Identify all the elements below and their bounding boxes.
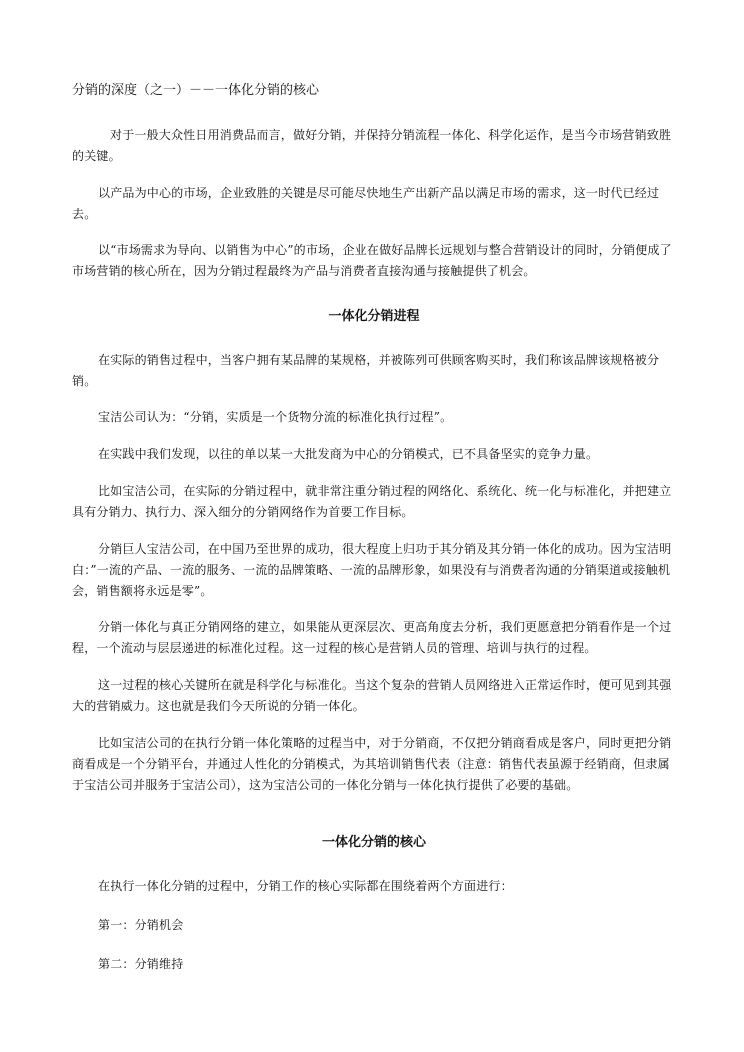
section-heading-distribution-process: 一体化分销进程 <box>328 309 420 324</box>
section1-paragraph-7: 这一过程的核心关键所在就是科学化与标准化。当这个复杂的营销人员网络进入正常运作时，便可见到其强大的营销威力。这也就是我们今天所说的分销一体化。 <box>72 678 672 713</box>
intro-paragraph-1: 对于一般大众性日用消费品而言，做好分销，并保持分销流程一体化、科学化运作，是当今市场营销致胜的关键。 <box>72 128 672 163</box>
section2-item-1: 第一：分销机会 <box>98 918 184 932</box>
section2-paragraph-1: 在执行一体化分销的过程中，分销工作的核心实际都在围绕着两个方面进行： <box>98 879 513 893</box>
section1-paragraph-1: 在实际的销售过程中，当客户拥有某品牌的某规格，并被陈列可供顾客购买时，我们称该品牌该规格被分销。 <box>72 353 660 388</box>
section-heading-distribution-core: 一体化分销的核心 <box>321 835 426 850</box>
section1-paragraph-2: 宝洁公司认为：“分销，实质是一个货物分流的标准化执行过程”。 <box>98 410 453 424</box>
section1-paragraph-4: 比如宝洁公司，在实际的分销过程中，就非常注重分销过程的网络化、系统化、统一化与标准化，并把建立具有分销力、执行力、深入细分的分销网络作为首要工作目标。 <box>72 484 672 519</box>
section2-item-2: 第二：分销维持 <box>98 957 184 971</box>
section1-paragraph-8: 比如宝洁公司的在执行分销一体化策略的过程当中，对于分销商，不仅把分销商看成是客户，同时更把分销商看成是一个分销平台，并通过人性化的分销模式，为其培训销售代表（注意：销售代表虽源于经销商，但隶属于宝洁公司并服务于宝洁公司），这为宝洁公司的一体化分销与一体化执行提供了必要的基础。 <box>72 736 672 792</box>
document-title: 分销的深度（之一）－－一体化分销的核心 <box>72 83 320 98</box>
intro-paragraph-3: 以“市场需求为导向、以销售为中心”的市场，企业在做好品牌长远规划与整合营销设计的同时，分销便成了市场营销的核心所在，因为分销过程最终为产品与消费者直接沟通与接触提供了机会。 <box>72 243 672 278</box>
section1-paragraph-5: 分销巨人宝洁公司，在中国乃至世界的成功，很大程度上归功于其分销及其分销一体化的成功。因为宝洁明白：”一流的产品、一流的服务、一流的品牌策略、一流的品牌形象，如果没有与消费者沟通的分销渠道或接触机会，销售额将永远是零”。 <box>72 542 672 598</box>
section1-paragraph-6: 分销一体化与真正分销网络的建立，如果能从更深层次、更高角度去分析，我们更愿意把分销看作是一个过程，一个流动与层层递进的标准化过程。这一过程的核心是营销人员的管理、培训与执行的过程。 <box>72 620 672 655</box>
section1-paragraph-3: 在实践中我们发现，以往的单以某一大批发商为中心的分销模式，已不具备坚实的竞争力量。 <box>98 447 599 461</box>
intro-paragraph-2: 以产品为中心的市场，企业致胜的关键是尽可能尽快地生产出新产品以满足市场的需求，这一时代已经过去。 <box>72 186 660 221</box>
